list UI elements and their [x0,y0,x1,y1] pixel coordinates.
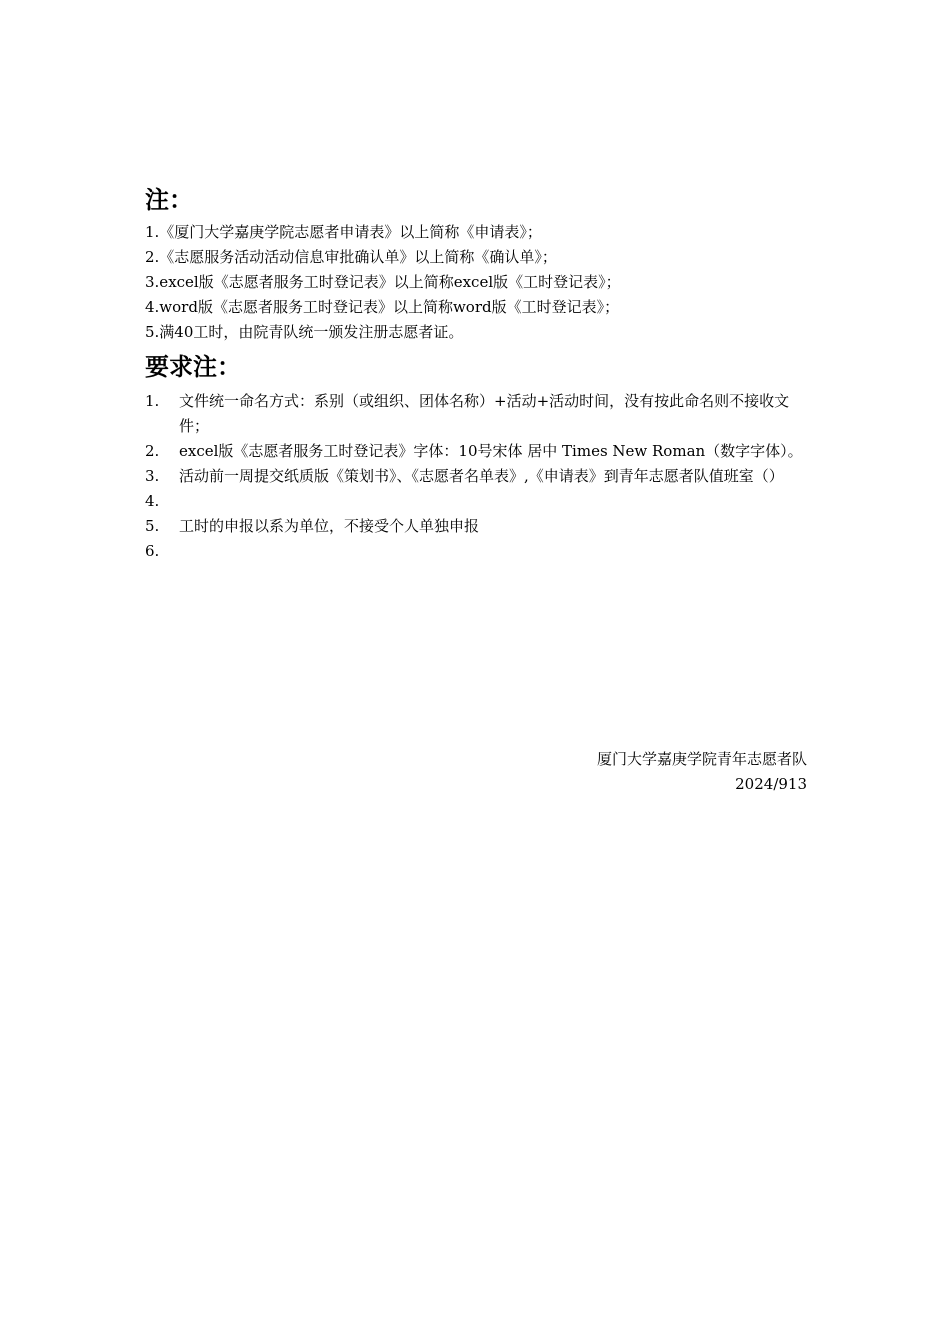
note-item: 3.excel版《志愿者服务工时登记表》以上简称excel版《工时登记表》； [145,273,621,291]
requirement-text: excel版《志愿者服务工时登记表》字体：10号宋体 居中 Times New Roman（数字字体）。 [179,442,803,460]
requirement-number: 6. [145,542,160,560]
requirement-text [179,489,807,514]
requirements-heading: 要求注： [145,353,241,381]
signature-block [597,747,807,797]
requirement-text: 活动前一周提交纸质版《策划书》、《志愿者名单表》,《申请表》到青年志愿者队值班室（） [179,467,784,485]
requirement-item [145,439,807,464]
requirement-number: 2. [145,442,160,460]
requirement-text: 工时的申报以系为单位，不接受个人单独申报 [179,517,480,535]
requirement-item [145,464,807,489]
requirement-text [179,539,807,564]
requirement-item [145,539,807,564]
note-item: 2.《志愿服务活动活动信息审批确认单》以上简称《确认单》； [145,248,557,266]
requirement-item [145,489,807,514]
signature-date: 2024/913 [735,775,807,793]
requirement-text: 文件统一命名方式：系别（或组织、团体名称）+活动+活动时间，没有按此命名则不接收文件； [179,392,790,435]
notes-heading: 注： [145,186,193,214]
note-item: 5.满40工时，由院青队统一颁发注册志愿者证。 [145,323,464,341]
requirement-number: 4. [145,492,160,510]
requirements-list [145,389,807,564]
signature-organization: 厦门大学嘉庚学院青年志愿者队 [596,750,807,768]
requirement-number: 5. [145,517,160,535]
requirement-number: 1. [145,392,160,410]
requirement-item [145,514,807,539]
requirement-number: 3. [145,467,160,485]
note-item: 4.word版《志愿者服务工时登记表》以上简称word版《工时登记表》； [145,298,620,316]
document-body [145,182,807,564]
requirement-item [145,389,807,439]
notes-list [145,220,807,345]
note-item: 1.《厦门大学嘉庚学院志愿者申请表》以上简称《申请表》； [145,223,542,241]
